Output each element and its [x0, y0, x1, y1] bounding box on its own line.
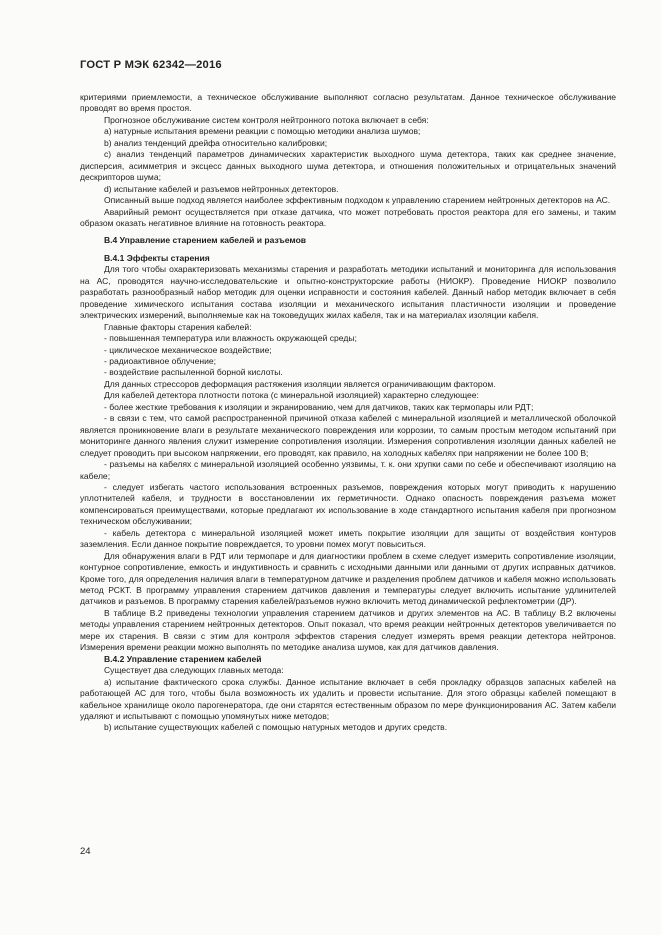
- paragraph: Прогнозное обслуживание систем контроля нейтронного потока включает в себя:: [104, 114, 429, 125]
- list-item: - воздействие распыленной борной кислоты.: [104, 367, 283, 378]
- list-item: а) натурные испытания времени реакции с помощью методики анализа шумов;: [104, 126, 421, 137]
- list-item: - повышенная температура или влажность окружающей среды;: [104, 333, 357, 344]
- subsection-heading: В.4.2 Управление старением кабелей: [104, 653, 262, 664]
- list-item: - разъемы на кабелях с минеральной изоляцией особенно уязвимы, т. к. они хрупки сами по себе и обеспечивают изоляцию на кабеле;: [80, 459, 616, 481]
- list-item: b) анализ тенденций дрейфа относительно калибровки;: [104, 137, 328, 148]
- paragraph: Аварийный ремонт осуществляется при отказе датчика, что может потребовать простоя реактора для его замены, и таким образом оказать негативное влияние на готовность реактора.: [80, 206, 616, 228]
- paragraph: Описанный выше подход является наиболее эффективным подходом к управлению старением нейтронных детекторов на АС.: [104, 195, 611, 206]
- list-item: - кабель детектора с минеральной изоляцией может иметь покрытие изоляции для защиты от воздействия контуров заземления. Если данное покрытие повреждается, то уровни помех могут повыситься.: [80, 527, 616, 550]
- subsection-heading: В.4.1 Эффекты старения: [104, 252, 210, 263]
- list-item: - следует избегать частого использования встроенных разъемов, повреждения которых могут приводить к нарушению уплотнителей кабеля, и трудности в восстановлении их герметичности. Однако опасность повреждения разъема может компенсироваться преимуществами, которые предлагают их использование в ходе стандартного испытания кабеля при прогнозном техническом обслуживании;: [80, 481, 616, 527]
- paragraph: критериями приемлемости, а техническое обслуживание выполняют согласно результатам. Данное техническое обслуживание проводят во время простоя.: [80, 92, 616, 114]
- paragraph: Для того чтобы охарактеризовать механизмы старения и разработать методики испытаний и мониторинга для использования на АС, проводятся научно-исследовательские и опытно-конструкторские работы (НИОКР). Проведение НИОКР позволило разработать разнообразный набор методик для оценки исправности и состояния кабелей. Данный набор методик включает в себя проведение химического испытания состава изоляции и механического испытания пластичности изоляции и проведение электрических измерений, выполняемые как на токоведущих жилах кабеля, так и на материалах изоляции кабеля.: [80, 264, 616, 321]
- document-body: [80, 92, 616, 734]
- list-item: d) испытание кабелей и разъемов нейтронных детекторов.: [104, 183, 339, 194]
- paragraph: Главные факторы старения кабелей:: [104, 321, 252, 332]
- page-number: 24: [80, 846, 91, 857]
- list-item: - более жесткие требования к изоляции и экранированию, чем для датчиков, таких как термопары или РДТ;: [104, 401, 534, 412]
- section-heading: В.4 Управление старением кабелей и разъемов: [104, 235, 307, 246]
- list-item: - в связи с тем, что самой распространенной причиной отказа кабелей с минеральной изоляцией и металлической оболочкой является проникновение влаги в результате механического повреждения или коррозии, то самым простым методом испытаний при мониторинге данного явления служит измерение сопротивления изоляции. Измерения сопротивления изоляции данных кабелей не следует проводить при высоком напряжении, его проводят, как правило, на холодных кабелях при напряжении не более 100 В;: [80, 413, 616, 458]
- list-item: b) испытание существующих кабелей с помощью натурных методов и других средств.: [104, 722, 448, 733]
- paragraph: Для обнаружения влаги в РДТ или термопаре и для диагностики проблем в схеме следует измерить сопротивление изоляции, контурное сопротивление, емкость и индуктивность и сравнить с исходными данными или данными от других исправных датчиков. Кроме того, для определения наличия влаги в температурном датчике и разделения проблем датчиков и кабеля можно использовать метод РСКТ. В программу управления старением датчиков давления и температуры следует включить испытание удлинителей датчиков и разъемов. В программу старения кабелей/разъемов нужно включить метод динамической рефлектометрии (ДР).: [80, 550, 616, 607]
- list-item: а) испытание фактического срока службы. Данное испытание включает в себя прокладку образцов запасных кабелей на работающей АС для того, чтобы была возможность их удалить и провести испытание. Для этого образцы кабелей помещают в кабельное хранилище около парогенератора, где они старятся естественным образом по мере функционирования АС. Затем кабели удаляют и испытывают с помощью упомянутых ниже методов;: [80, 676, 616, 722]
- list-item: c) анализ тенденций параметров динамических характеристик выходного шума детектора, таких как среднее значение, дисперсия, асимметрия и эксцесс данных выходного шума детектора, и отношения положительных и отрицательных значений дескрипторов шума;: [80, 149, 616, 183]
- document-header: ГОСТ Р МЭК 62342—2016: [80, 59, 222, 71]
- list-item: - циклическое механическое воздействие;: [104, 344, 272, 355]
- paragraph: Для данных стрессоров деформация растяжения изоляции является ограничивающим фактором.: [104, 378, 496, 389]
- paragraph: В таблице В.2 приведены технологии управления старением датчиков и других элементов на АС. В таблицу В.2 включены методы управления старением нейтронных детекторов. Опыт показал, что время реакции нейтронных детекторов увеличивается по мере их старения. В связи с этим для контроля эффектов старения следует измерять время реакции детектора нейтронов. Измерения времени реакции можно выполнять по методике анализа шумов, как для датчиков давления.: [80, 607, 616, 653]
- list-item: - радиоактивное облучение;: [104, 355, 217, 366]
- paragraph: Для кабелей детектора плотности потока (с минеральной изоляцией) характерно следующее:: [104, 390, 479, 401]
- paragraph: Существует два следующих главных метода:: [104, 665, 284, 676]
